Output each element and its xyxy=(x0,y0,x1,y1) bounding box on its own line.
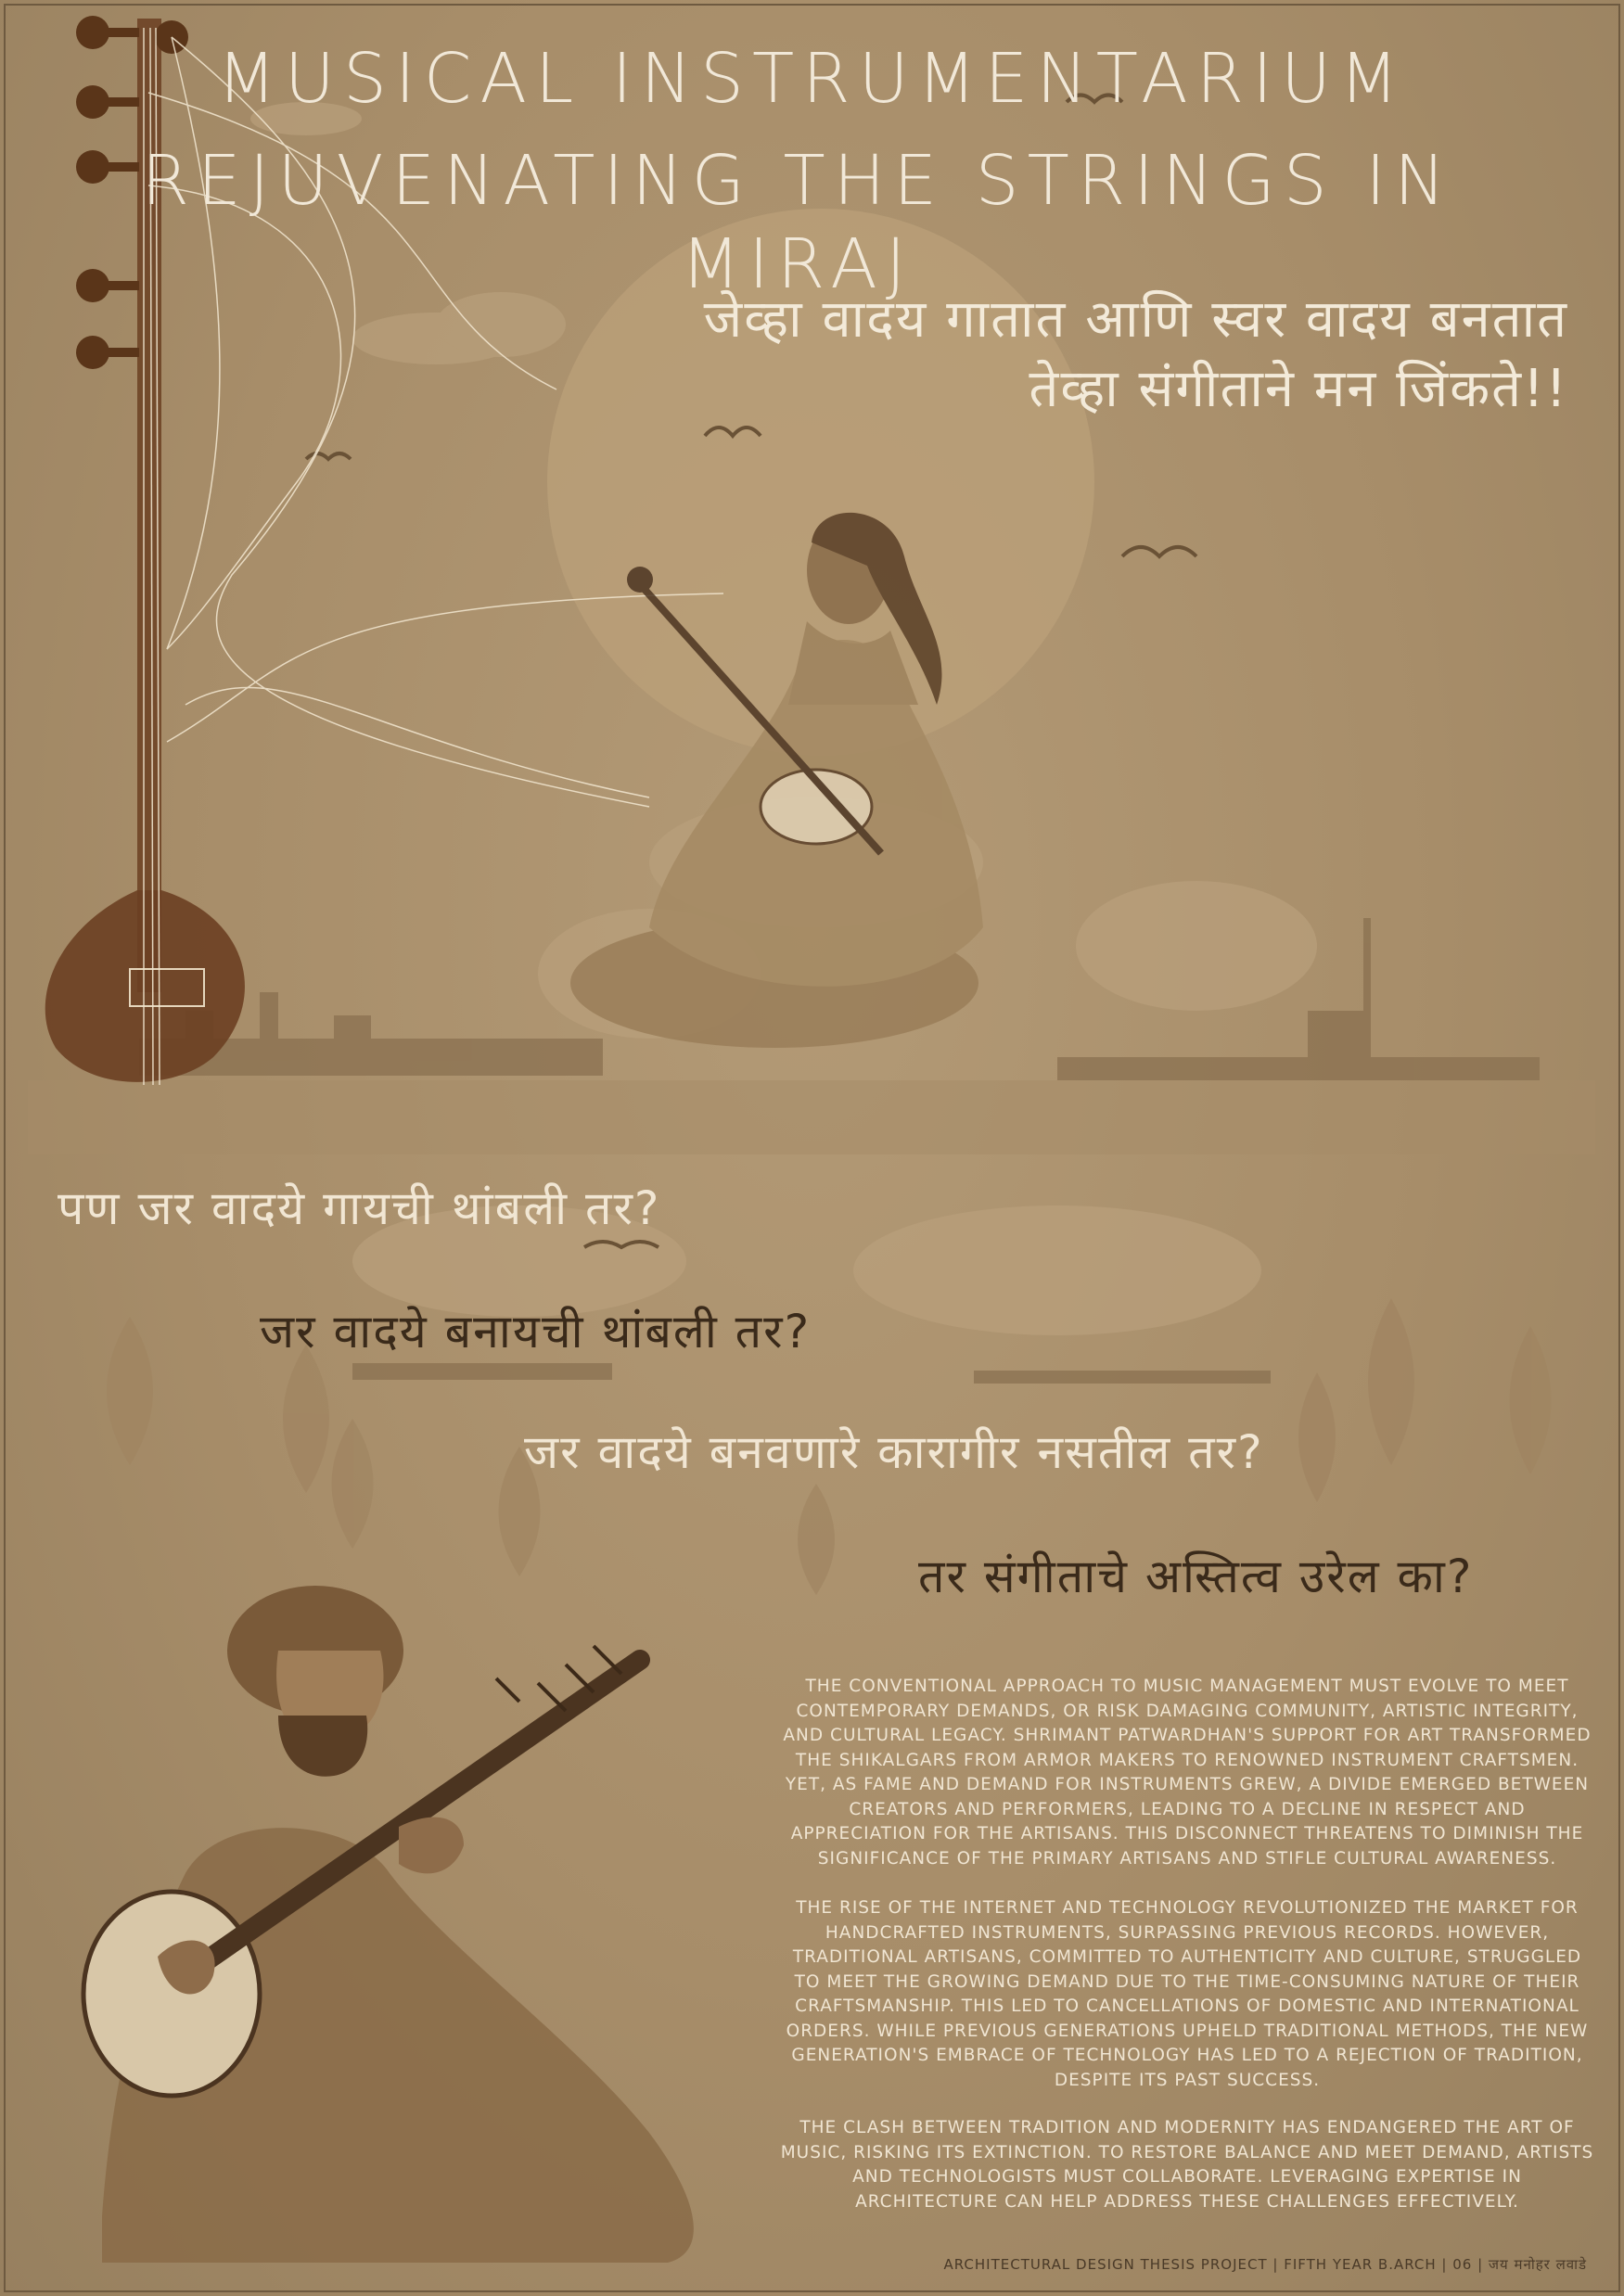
marathi-quote-line-2: तेव्हा संगीताने मन जिंकते!! xyxy=(1029,359,1568,419)
title-line-2: REJUVENATING THE STRINGS IN MIRAJ xyxy=(141,141,1454,304)
question-3: जर वादये बनवणारे कारागीर नसतील तर? xyxy=(524,1425,1264,1479)
footer-credit: ARCHITECTURAL DESIGN THESIS PROJECT | FIFTH YEAR B.ARCH | 06 | जय मनोहर लवाडे xyxy=(943,2256,1587,2273)
paragraph-3: THE CLASH BETWEEN TRADITION AND MODERNITY HAS ENDANGERED THE ART OF MUSIC, RISKING ITS EXTINCTION. TO RESTORE BALANCE AND MEET DEMAND, ARTISTS AND TECHNOLOGISTS MUST COLLABORATE. LEVERAGING EXPERTISE IN ARCHITECTURE CAN HELP ADDRESS THESE CHALLENGES EFFECTIVELY. xyxy=(780,2118,1594,2212)
question-1: पण जर वादये गायची थांबली तर? xyxy=(58,1181,661,1235)
paragraph-1: THE CONVENTIONAL APPROACH TO MUSIC MANAGEMENT MUST EVOLVE TO MEET CONTEMPORARY DEMANDS, OR RISK DAMAGING COMMUNITY, ARTISTIC INTEGRITY, AND CULTURAL LEGACY. SHRIMANT PATWARDHAN'S SUPPORT FOR ART TRANSFORMED THE SHIKALGARS FROM ARMOR MAKERS TO RENOWNED INSTRUMENT CRAFTSMEN. YET, AS FAME AND DEMAND FOR INSTRUMENTS GREW, A DIVIDE EMERGED BETWEEN CREATORS AND PERFORMERS, LEADING TO A DECLINE IN RESPECT AND APPRECIATION FOR THE ARTISANS. THIS DISCONNECT THREATENS TO DIMINISH THE SIGNIFICANCE OF THE PRIMARY ARTISANS AND STIFLE CULTURAL AWARENESS. xyxy=(783,1677,1592,1869)
paragraph-2: THE RISE OF THE INTERNET AND TECHNOLOGY REVOLUTIONIZED THE MARKET FOR HANDCRAFTED INSTRUMENTS, SURPASSING PREVIOUS RECORDS. HOWEVER, TRADITIONAL ARTISANS, COMMITTED TO AUTHENTICITY AND CULTURE, STRUGGLED TO MEET THE GROWING DEMAND DUE TO THE TIME-CONSUMING NATURE OF THEIR CRAFTSMANSHIP. THIS LED TO CANCELLATIONS OF DOMESTIC AND INTERNATIONAL ORDERS. WHILE PREVIOUS GENERATIONS UPHELD TRADITIONAL METHODS, THE NEW GENERATION'S EMBRACE OF TECHNOLOGY HAS LED TO A REJECTION OF TRADITION, DESPITE ITS PAST SUCCESS. xyxy=(786,1898,1589,2090)
man-playing-sitar-illustration xyxy=(83,1586,694,2263)
marathi-quote-line-1: जेव्हा वादय गातात आणि स्वर वादय बनतात xyxy=(703,289,1568,350)
question-2: जर वादये बनायची थांबली तर? xyxy=(260,1305,812,1358)
title-line-1: MUSICAL INSTRUMENTARIUM xyxy=(216,39,1408,119)
question-4: तर संगीताचे अस्तित्व उरेल का? xyxy=(918,1550,1474,1603)
